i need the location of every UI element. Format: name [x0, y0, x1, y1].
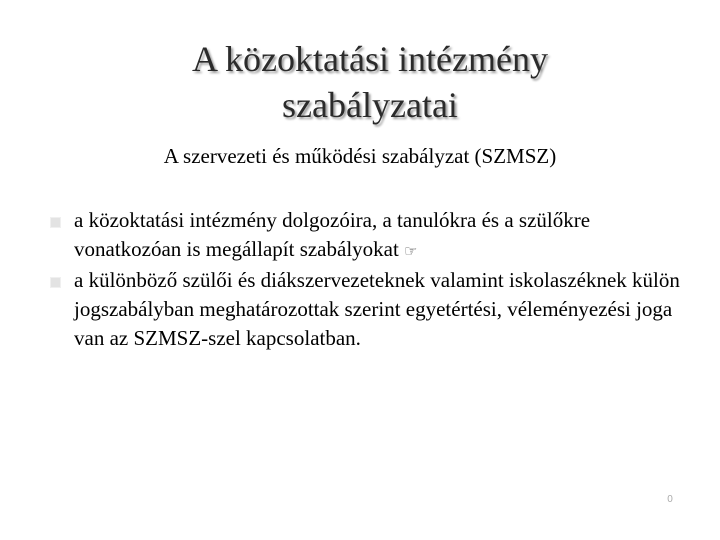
slide-subtitle: A szervezeti és működési szabályzat (SZMSZ) — [163, 144, 557, 168]
slide-title — [80, 36, 660, 128]
bullet-item — [50, 266, 680, 353]
square-bullet-icon — [50, 277, 61, 288]
bullet-item — [50, 206, 680, 266]
bullet-text: a közoktatási intézmény dolgozóira, a tanulókra és a szülőkre vonatkozóan is megállapít szabályokat — [74, 208, 591, 261]
bullet-list — [50, 206, 680, 353]
slide-title-line-1: A közoktatási intézmény — [192, 39, 548, 79]
pointing-hand-icon: ☞ — [404, 242, 418, 260]
square-bullet-icon — [50, 217, 61, 228]
bullet-text: a különböző szülői és diákszervezeteknek valamint iskolaszéknek külön jogszabályban meghatározottak szerint egyetértési, véleményezési joga van az SZMSZ-szel kapcsolatban. — [74, 268, 680, 350]
page-number: 0 — [667, 494, 673, 505]
slide-title-line-2: szabályzatai — [282, 85, 458, 125]
